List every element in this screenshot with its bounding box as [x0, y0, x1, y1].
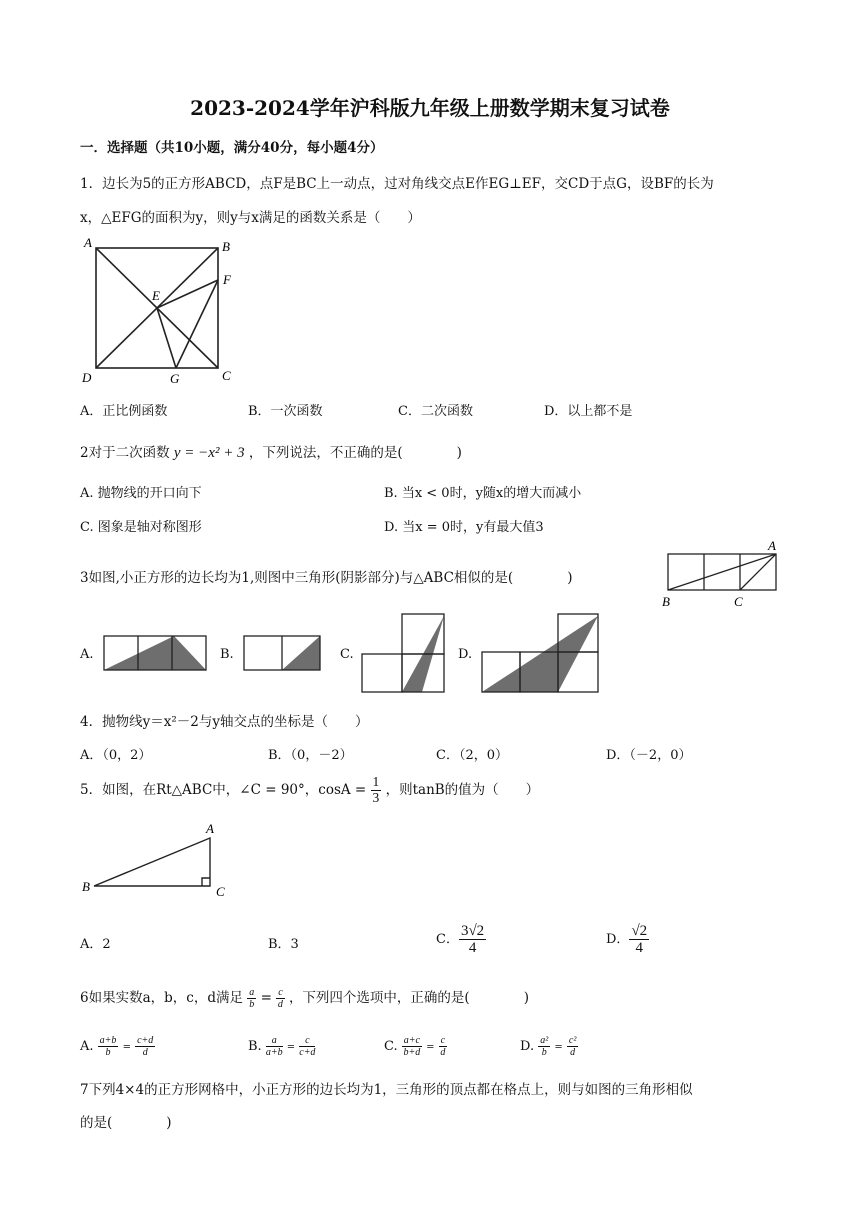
q6-option-c: C. $\frac{a+c}{b+d}$ = $\frac{c}{d}$ [384, 1035, 446, 1058]
q4-option-d: D．（－2，0） [606, 748, 692, 763]
q5-option-a: A．2 [80, 937, 111, 952]
q1-option-a: A．正比例函数 [80, 404, 168, 419]
q4-text: 4．抛物线y＝x²－2与y轴交点的坐标是（ ） [80, 714, 369, 730]
q3-option-c-label: C. [340, 647, 354, 662]
q3-label-a: A [768, 538, 776, 553]
page-title: 2023-2024学年沪科版九年级上册数学期末复习试卷 [190, 96, 670, 120]
section-heading: 一．选择题（共10小题，满分40分，每小题4分） [80, 140, 384, 156]
q5-option-d: D． $\frac{√2}{4}$ [606, 922, 648, 956]
q5-label-b: B [82, 879, 90, 894]
q3-label-b: B [662, 594, 670, 609]
q5-option-b: B．3 [268, 937, 299, 952]
q2-formula: y = −x² + 3 [173, 445, 245, 461]
q1-option-b: B．一次函数 [248, 404, 323, 419]
q7-text-line2: 的是( ) [80, 1115, 172, 1131]
q7-text-line1: 7下列4×4的正方形网格中，小正方形的边长均为1，三角形的顶点都在格点上，则与如图的三角形相似 [80, 1082, 693, 1098]
q1-square-figure [80, 236, 250, 386]
q4-option-b: B．（0，－2） [268, 748, 353, 763]
q1-option-d: D．以上都不是 [544, 404, 633, 419]
q1-label-c: C [222, 368, 231, 383]
q2-question [80, 441, 462, 462]
q3-label-c: C [734, 594, 743, 609]
q5-prefix: 5．如图，在Rt△ABC中，∠C = 90°，cosA = [80, 782, 367, 798]
q2-option-a: A. 抛物线的开口向下 [80, 486, 202, 501]
q3-option-b-label: B. [220, 647, 234, 662]
q1-label-d: D [82, 370, 92, 385]
q5-label-c: C [216, 884, 225, 899]
q3-reference-figure [656, 536, 786, 612]
q4-option-a: A．（0，2） [80, 748, 152, 763]
q6-option-a: A. $\frac{a+b}{b}$ = $\frac{c+d}{d}$ [80, 1035, 154, 1058]
q2-option-d: D. 当x = 0时，y有最大值3 [384, 520, 544, 535]
q5-question [80, 772, 539, 808]
q1-label-e: E [152, 288, 160, 303]
q6-suffix: ，下列四个选项中，正确的是( ) [288, 990, 529, 1006]
q3-option-a-figure [102, 634, 208, 674]
q5-label-a: A [206, 821, 214, 836]
q1-option-c: C．二次函数 [398, 404, 473, 419]
q1-label-a: A [84, 236, 92, 250]
q1-text-line2: x，△EFG的面积为y，则y与x满足的函数关系是（ ） [80, 210, 421, 226]
q2-option-b: B. 当x < 0时，y随x的增大而减小 [384, 486, 582, 501]
q4-option-c: C．（2，0） [436, 748, 508, 763]
q2-prefix: 2对于二次函数 [80, 445, 170, 461]
q6-option-b: B. $\frac{a}{a+b}$ = $\frac{c}{c+d}$ [248, 1035, 316, 1058]
q3-option-d-label: D. [458, 647, 473, 662]
q6-prefix: 6如果实数a，b，c，d满足 [80, 990, 243, 1006]
q2-suffix: ，下列说法，不正确的是( ) [248, 445, 462, 461]
q6-question: 6如果实数a，b，c，d满足 $\frac{a}{b}$ = $\frac{c}{d}$ ，下列四个选项中，正确的是( ) [80, 987, 529, 1010]
q5-triangle-figure [80, 820, 240, 900]
q3-option-c-figure [360, 612, 450, 696]
q3-option-a-label: A. [80, 647, 94, 662]
q1-text-line1: 1．边长为5的正方形ABCD，点F是BC上一动点，过对角线交点E作EG⊥EF，交CD于点G，设BF的长为 [80, 176, 714, 192]
q2-option-c: C. 图象是轴对称图形 [80, 520, 202, 535]
q3-option-d-figure [480, 612, 602, 696]
q5-suffix: ，则tanB的值为（ ） [385, 782, 540, 798]
q1-label-b: B [222, 239, 230, 254]
q3-text: 3如图,小正方形的边长均为1,则图中三角形(阴影部分)与△ABC相似的是( ) [80, 570, 573, 586]
q6-option-d: D. $\frac{\text{a²}}{b}$ = $\frac{\text{c²}}{d}$ [520, 1035, 577, 1058]
q5-cos-fraction: $\frac{1}{3}$ [372, 774, 380, 805]
q1-label-f: F [223, 272, 231, 287]
q3-option-b-figure [242, 634, 322, 674]
q1-label-g: G [170, 371, 180, 386]
q5-option-c: C． $\frac{3√2}{4}$ [436, 922, 485, 956]
